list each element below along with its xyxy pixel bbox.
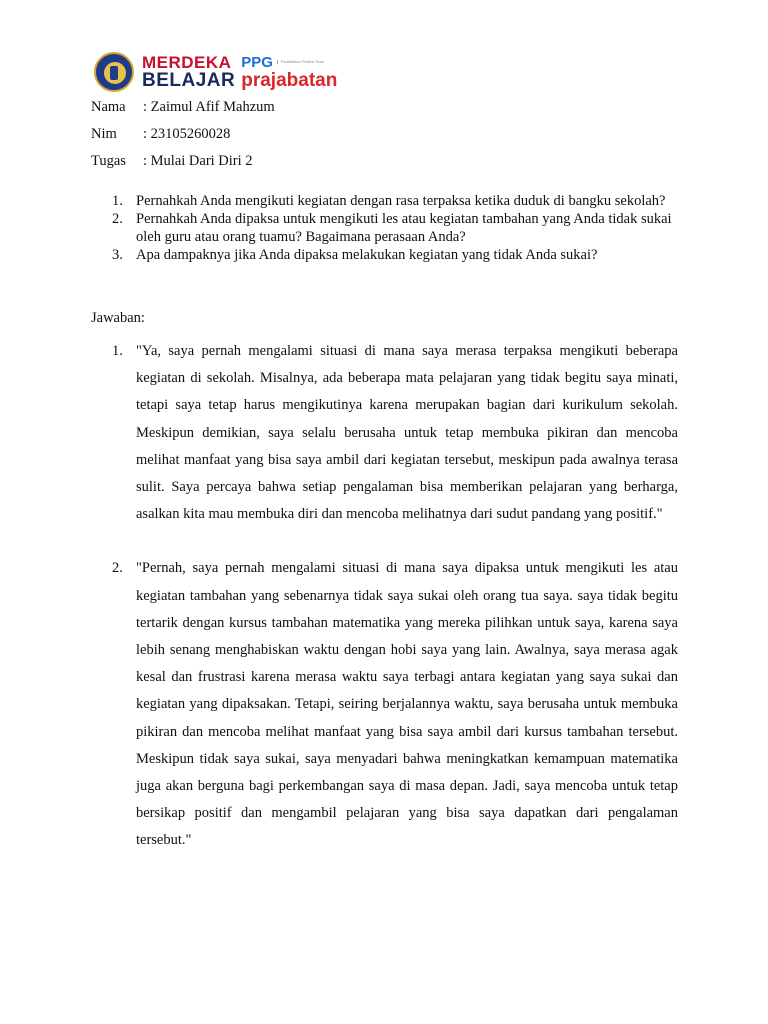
ppg-logo-subtext: Pendidikan Profesi Guru — [277, 60, 324, 65]
identity-value: : Mulai Dari Diri 2 — [143, 153, 253, 169]
question-list — [112, 192, 672, 264]
question-number: 1. — [112, 193, 123, 209]
identity-row-nim — [91, 124, 230, 144]
question-text: Pernahkah Anda dipaksa untuk mengikuti les atau kegiatan tambahan yang Anda tidak sukai oleh guru atau orang tuamu? Bagaimana perasaan Anda? — [136, 211, 672, 245]
question-item — [112, 192, 672, 210]
prajabatan-logo-text: prajabatan — [241, 69, 338, 91]
answer-item — [112, 555, 678, 854]
answer-number: 1. — [112, 343, 123, 359]
merdeka-logo-text: MERDEKA — [142, 53, 232, 72]
answer-number: 2. — [112, 560, 123, 577]
belajar-logo-text: BELAJAR — [142, 70, 236, 91]
identity-value: : 23105260028 — [143, 126, 231, 142]
answer-text: "Ya, saya pernah mengalami situasi di mana saya merasa terpaksa mengikuti beberapa kegiatan di sekolah. Misalnya, ada beberapa mata pelajaran yang tidak begitu saya minati, tetapi saya tetap harus mengikutinya karena merupakan bagian dari kurikulum sekolah. Meskipun demikian, saya selalu berusaha untuk tetap membuka pikiran dan mencoba melihat manfaat yang bisa saya ambil dari kegiatan tersebut, meskipun pada awalnya terasa sulit. Saya percaya bahwa setiap pengalaman bisa memberikan pelajaran yang berharga, asalkan kita mau membuka diri dan mencoba melihatnya dari sudut pandang yang positif." — [136, 343, 678, 523]
ppg-prajabatan-logo — [241, 55, 337, 90]
identity-label: Tugas — [91, 153, 126, 169]
identity-value: : Zaimul Afif Mahzum — [143, 99, 275, 115]
university-seal-logo — [94, 52, 134, 92]
ppg-logo-text: PPG — [241, 53, 273, 71]
header-logos — [94, 50, 337, 94]
identity-row-name — [91, 97, 275, 117]
question-text: Apa dampaknya jika Anda dipaksa melakukan kegiatan yang tidak Anda sukai? — [136, 247, 598, 263]
merdeka-belajar-logo — [142, 54, 235, 90]
question-number: 3. — [112, 247, 123, 263]
identity-row-task — [91, 151, 253, 171]
question-item — [112, 210, 672, 246]
question-text: Pernahkah Anda mengikuti kegiatan dengan rasa terpaksa ketika duduk di bangku sekolah? — [136, 193, 666, 209]
identity-label: Nama — [91, 99, 126, 115]
answer-list — [112, 338, 678, 855]
answers-heading: Jawaban: — [91, 310, 145, 326]
identity-label: Nim — [91, 126, 117, 142]
answer-text: "Pernah, saya pernah mengalami situasi di mana saya dipaksa untuk mengikuti les atau kegiatan tambahan yang sebenarnya tidak saya sukai oleh orang tua saya. saya tidak begitu tertarik dengan kursus tambahan matematika yang mereka pilihkan untuk saya, karena saya lebih senang menghabiskan waktu dengan hobi saya yang lain. Awalnya, saya merasa agak kesal dan frustrasi karena merasa waktu saya terbagi antara kegiatan yang saya sukai dan kegiatan yang dipaksakan. Tetapi, seiring berjalannya waktu, saya berusaha untuk membuka pikiran dan mencoba melihat manfaat yang bisa saya ambil dari kursus tambahan tersebut. Meskipun tidak saya sukai, saya menyadari bahwa meningkatkan kemampuan matematika juga akan berguna bagi perkembangan saya di masa depan. Jadi, saya mencoba untuk tetap bersikap positif dan mengambil pelajaran yang bisa saya dapatkan dari pengalaman tersebut." — [136, 560, 678, 849]
question-item — [112, 246, 672, 264]
answer-item — [112, 338, 678, 528]
question-number: 2. — [112, 211, 123, 227]
